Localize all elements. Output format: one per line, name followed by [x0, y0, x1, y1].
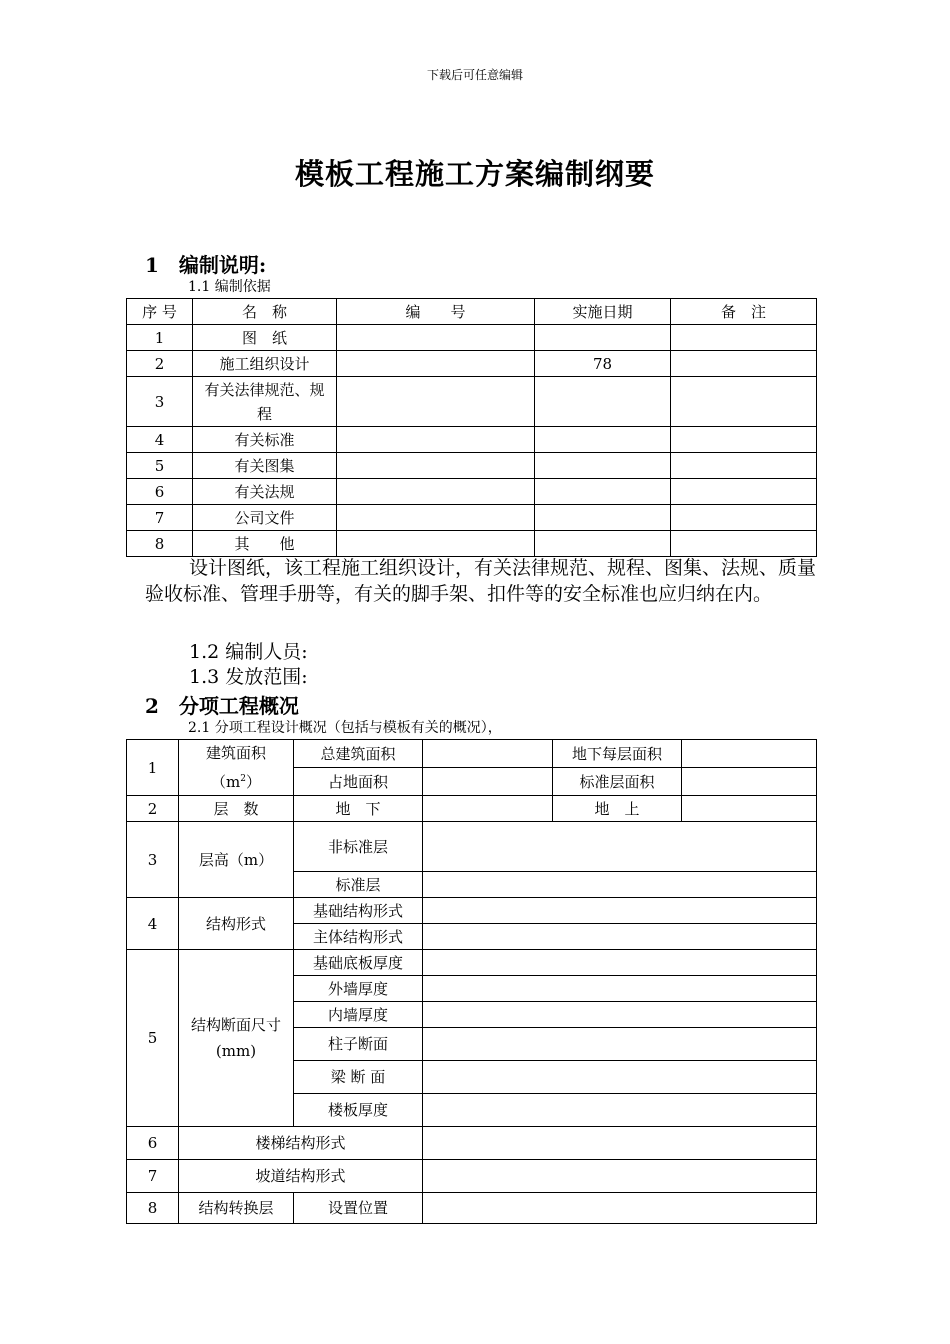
table-row — [127, 453, 817, 479]
section-1-2-heading: 1.2 编制人员: — [189, 641, 308, 663]
basement-floor-area-value — [682, 740, 817, 768]
row-no: 7 — [127, 1160, 179, 1193]
cell-no: 6 — [127, 479, 193, 505]
table-row — [127, 427, 817, 453]
cell-date — [535, 453, 671, 479]
land-area-label: 占地面积 — [294, 768, 423, 796]
aboveground-label: 地 上 — [553, 796, 682, 822]
cell-date — [535, 427, 671, 453]
table-row — [127, 1193, 817, 1224]
section-2-1-heading: 2.1 分项工程设计概况（包括与模板有关的概况）， — [188, 720, 502, 736]
standard-floor-label: 标准层 — [294, 872, 423, 898]
section-size-label: 结构断面尺寸(mm) — [179, 950, 294, 1127]
ramp-structure-value — [423, 1160, 817, 1193]
standard-floor-value — [423, 872, 817, 898]
area-label — [179, 740, 294, 796]
cell-code — [337, 377, 535, 427]
cell-date: 78 — [535, 351, 671, 377]
table-row — [127, 325, 817, 351]
area-label-text: 建筑面积 — [205, 744, 266, 762]
interior-wall-thickness-label: 内墙厚度 — [294, 1002, 423, 1028]
row-no: 5 — [127, 950, 179, 1127]
cell-no: 4 — [127, 427, 193, 453]
ramp-structure-label: 坡道结构形式 — [179, 1160, 423, 1193]
story-height-label: 层高（m） — [179, 822, 294, 898]
table-row — [127, 796, 817, 822]
standard-floor-area-value — [682, 768, 817, 796]
base-slab-thickness-label: 基础底板厚度 — [294, 950, 423, 976]
base-slab-thickness-value — [423, 950, 817, 976]
cell-name: 施工组织设计 — [193, 351, 337, 377]
section-1-3-heading: 1.3 发放范围: — [189, 666, 308, 688]
table-row — [127, 377, 817, 427]
cell-code — [337, 325, 535, 351]
table-row — [127, 351, 817, 377]
cell-code — [337, 479, 535, 505]
row-no: 1 — [127, 740, 179, 796]
cell-name: 其 他 — [193, 531, 337, 557]
cell-note — [671, 351, 817, 377]
underground-value — [423, 796, 553, 822]
header-name: 名 称 — [193, 299, 337, 325]
overview-table — [126, 739, 817, 1224]
non-standard-floor-label: 非标准层 — [294, 822, 423, 872]
cell-code — [337, 531, 535, 557]
foundation-structure-label: 基础结构形式 — [294, 898, 423, 924]
cell-code — [337, 505, 535, 531]
cell-code — [337, 453, 535, 479]
cell-date — [535, 531, 671, 557]
interior-wall-thickness-value — [423, 1002, 817, 1028]
cell-no: 5 — [127, 453, 193, 479]
row-no: 4 — [127, 898, 179, 950]
standard-floor-area-label: 标准层面积 — [553, 768, 682, 796]
basement-floor-area-label: 地下每层面积 — [553, 740, 682, 768]
land-area-value — [423, 768, 553, 796]
non-standard-floor-value — [423, 822, 817, 872]
floor-slab-thickness-label: 楼板厚度 — [294, 1094, 423, 1127]
area-unit: $(m^2)$ — [211, 773, 261, 791]
location-label: 设置位置 — [294, 1193, 423, 1224]
cell-no: 2 — [127, 351, 193, 377]
basis-table — [126, 298, 817, 557]
cell-note — [671, 427, 817, 453]
total-area-label: 总建筑面积 — [294, 740, 423, 768]
cell-note — [671, 453, 817, 479]
beam-section-value — [423, 1061, 817, 1094]
cell-code — [337, 351, 535, 377]
cell-note — [671, 531, 817, 557]
column-section-value — [423, 1028, 817, 1061]
header-no: 序 号 — [127, 299, 193, 325]
table-header-row — [127, 299, 817, 325]
table-row — [127, 822, 817, 872]
foundation-structure-value — [423, 898, 817, 924]
column-section-label: 柱子断面 — [294, 1028, 423, 1061]
total-area-value — [423, 740, 553, 768]
beam-section-label: 梁 断 面 — [294, 1061, 423, 1094]
cell-name: 有关图集 — [193, 453, 337, 479]
stair-structure-label: 楼梯结构形式 — [179, 1127, 423, 1160]
cell-name: 公司文件 — [193, 505, 337, 531]
cell-note — [671, 377, 817, 427]
floor-slab-thickness-value — [423, 1094, 817, 1127]
section-2-heading: 2 分项工程概况 — [145, 694, 299, 718]
table-row — [127, 740, 817, 768]
exterior-wall-thickness-value — [423, 976, 817, 1002]
row-no: 8 — [127, 1193, 179, 1224]
exterior-wall-thickness-label: 外墙厚度 — [294, 976, 423, 1002]
header-note: 下载后可任意编辑 — [426, 68, 523, 82]
row-no: 2 — [127, 796, 179, 822]
cell-no: 1 — [127, 325, 193, 351]
header-note: 备 注 — [671, 299, 817, 325]
section-1-heading: 1 编制说明: — [145, 253, 267, 277]
cell-note — [671, 325, 817, 351]
cell-note — [671, 479, 817, 505]
cell-date — [535, 479, 671, 505]
floors-label: 层 数 — [179, 796, 294, 822]
cell-name: 有关法律规范、规程 — [193, 377, 337, 427]
cell-no: 3 — [127, 377, 193, 427]
row-no: 3 — [127, 822, 179, 898]
table-row — [127, 531, 817, 557]
table-row — [127, 950, 817, 976]
aboveground-value — [682, 796, 817, 822]
structure-type-label: 结构形式 — [179, 898, 294, 950]
header-date: 实施日期 — [535, 299, 671, 325]
row-no: 6 — [127, 1127, 179, 1160]
section-1-1-heading: 1.1 编制依据 — [188, 279, 271, 295]
main-structure-value — [423, 924, 817, 950]
cell-no: 7 — [127, 505, 193, 531]
cell-name: 图 纸 — [193, 325, 337, 351]
main-structure-label: 主体结构形式 — [294, 924, 423, 950]
underground-label: 地 下 — [294, 796, 423, 822]
cell-date — [535, 325, 671, 351]
stair-structure-value — [423, 1127, 817, 1160]
cell-note — [671, 505, 817, 531]
cell-date — [535, 377, 671, 427]
table-row — [127, 898, 817, 924]
location-value — [423, 1193, 817, 1224]
transfer-floor-label: 结构转换层 — [179, 1193, 294, 1224]
cell-name: 有关标准 — [193, 427, 337, 453]
cell-no: 8 — [127, 531, 193, 557]
basis-paragraph: 设计图纸，该工程施工组织设计，有关法律规范、规程、图集、法规、质量验收标准、管理手册等，有关的脚手架、扣件等的安全标准也应归纳在内。 — [145, 557, 817, 605]
page-title: 模板工程施工方案编制纲要 — [294, 157, 655, 191]
cell-date — [535, 505, 671, 531]
table-row — [127, 505, 817, 531]
table-row — [127, 1160, 817, 1193]
header-code: 编 号 — [337, 299, 535, 325]
table-row — [127, 479, 817, 505]
cell-name: 有关法规 — [193, 479, 337, 505]
table-row — [127, 1127, 817, 1160]
cell-code — [337, 427, 535, 453]
